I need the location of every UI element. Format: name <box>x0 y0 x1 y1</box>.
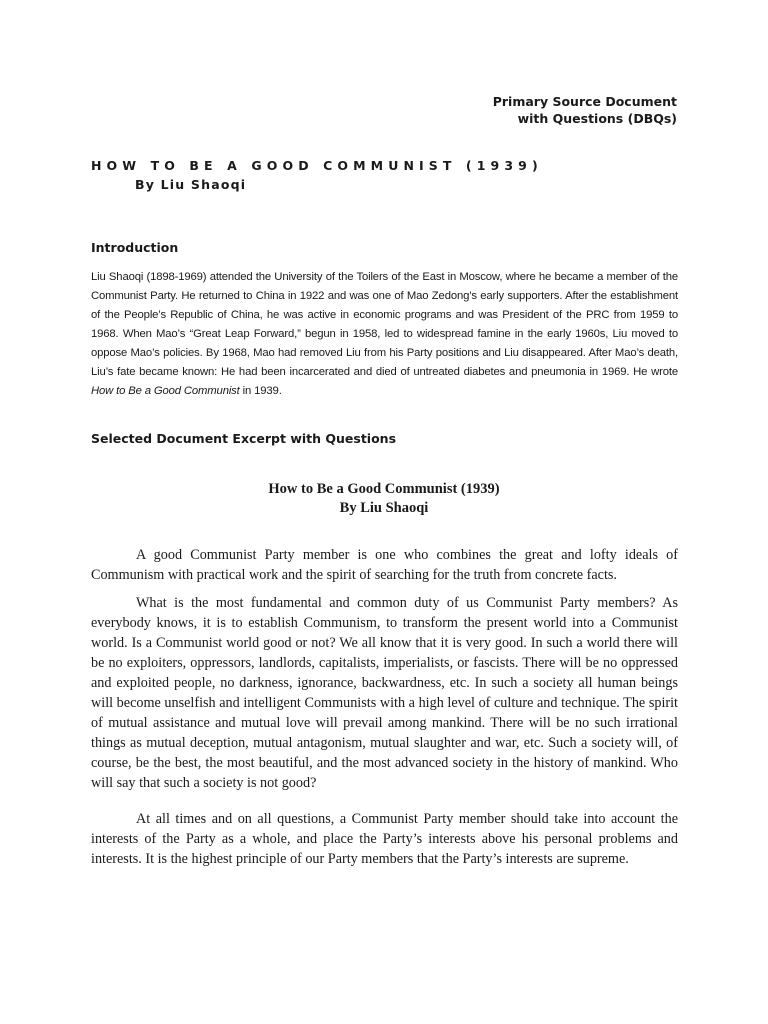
excerpt-title: How to Be a Good Communist (1939) <box>268 481 500 497</box>
introduction-italic-title: How to Be a Good Communist <box>91 385 240 397</box>
document-type-label <box>493 93 677 127</box>
excerpt-paragraph-1 <box>91 545 678 585</box>
document-title: HOW TO BE A GOOD COMMUNIST (1939) <box>91 158 543 173</box>
excerpt-paragraph-text: A good Communist Party member is one who combines the great and lofty ideals of Communism with practical work and the spirit of searching for the truth from concrete facts. <box>91 547 678 583</box>
excerpt-paragraph-text: At all times and on all questions, a Communist Party member should take into account the interests of the Party as a whole, and place the Party’s interests above his personal problems and interests. It is the highest principle of our Party members that the Party’s interests are supreme. <box>91 811 678 867</box>
excerpt-paragraph-2 <box>91 593 678 793</box>
introduction-heading: Introduction <box>91 240 179 255</box>
document-type-line-1: Primary Source Document <box>492 94 677 109</box>
introduction-text: Liu Shaoqi (1898-1969) attended the University of the Toilers of the East in Moscow, where he became a member of the Communist Party. He returned to China in 1922 and was one of Mao Zedong’s early supporters. After the establishment of the People’s Republic of China, he was active in economic programs and was President of the PRC from 1959 to 1968. When Mao’s “Great Leap Forward,” begun in 1958, led to widespread famine in the early 1960s, Liu moved to oppose Mao’s policies. By 1968, Mao had removed Liu from his Party positions and Liu disappeared. After Mao’s death, Liu’s fate became known: He had been incarcerated and died of untreated diabetes and pneumonia in 1969. He wrote <box>91 271 678 378</box>
excerpt-paragraph-text: What is the most fundamental and common duty of us Communist Party members? As everybody knows, it is to establish Communism, to transform the present world into a Communist world. Is a Communist world good or not? We all know that it is very good. In such a world there will be no exploiters, oppressors, landlords, capitalists, imperialists, or fascists. There will be no oppressed and exploited people, no darkness, ignorance, backwardness, etc. In such a society all human beings will become unselfish and intelligent Communists with a high level of culture and technique. The spirit of mutual assistance and mutual love will prevail among mankind. There will be no such irrational things as mutual deception, mutual antagonism, mutual slaughter and war, etc. Such a society will, of course, be the best, the most beautiful, and the most advanced society in the history of mankind. Who will say that such a society is not good? <box>91 595 678 791</box>
introduction-text-end: in 1939. <box>239 385 282 397</box>
introduction-paragraph <box>91 268 678 401</box>
document-author: By Liu Shaoqi <box>135 177 247 192</box>
document-type-line-2: with Questions (DBQs) <box>517 111 677 126</box>
excerpt-heading: Selected Document Excerpt with Questions <box>91 431 397 446</box>
excerpt-author: By Liu Shaoqi <box>339 500 429 516</box>
excerpt-paragraph-3 <box>91 809 678 869</box>
